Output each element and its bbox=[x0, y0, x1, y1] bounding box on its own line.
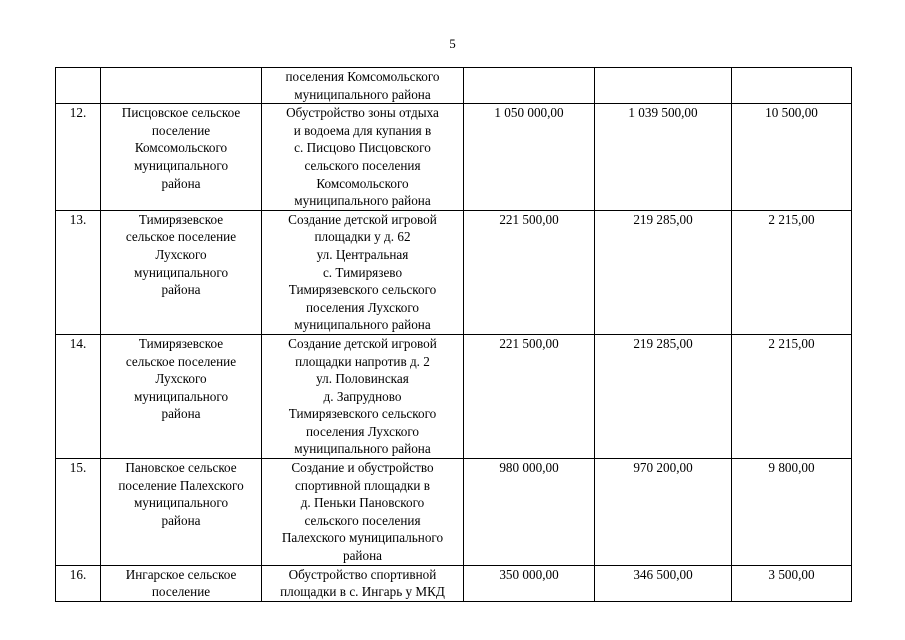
regional-amount-cell: 1 039 500,00 bbox=[595, 104, 732, 211]
total-amount-cell: 350 000,00 bbox=[464, 565, 595, 601]
table-row bbox=[56, 565, 852, 601]
recipient-line: Писцовское сельское bbox=[121, 105, 241, 121]
row-number-cell bbox=[56, 68, 101, 104]
recipient-cell bbox=[101, 459, 262, 566]
purpose-line: муниципального района bbox=[294, 441, 431, 457]
total-amount-cell bbox=[464, 68, 595, 104]
total-amount-cell: 980 000,00 bbox=[464, 459, 595, 566]
recipient-line: сельское поселение bbox=[125, 229, 237, 245]
purpose-line: д. Запрудново bbox=[323, 388, 402, 404]
total-amount-cell: 221 500,00 bbox=[464, 334, 595, 458]
regional-amount-cell: 219 285,00 bbox=[595, 334, 732, 458]
purpose-line: Обустройство спортивной bbox=[288, 566, 437, 582]
purpose-line: ул. Половинская bbox=[316, 371, 409, 387]
purpose-line: Создание детской игровой bbox=[288, 211, 437, 227]
table-row bbox=[56, 104, 852, 211]
recipient-line: Тимирязевское bbox=[138, 211, 224, 227]
table-row bbox=[56, 210, 852, 334]
row-number-cell: 15. bbox=[56, 459, 101, 566]
purpose-line: д. Пеньки Пановского bbox=[300, 495, 425, 511]
recipient-line: поселение bbox=[151, 584, 211, 600]
page-number: 5 bbox=[449, 36, 456, 51]
recipient-cell bbox=[101, 68, 262, 104]
purpose-line: с. Писцово Писцовского bbox=[294, 140, 431, 156]
recipient-line: муниципального bbox=[133, 495, 229, 511]
recipient-line: района bbox=[161, 512, 201, 528]
recipient-line: Лухского bbox=[155, 371, 207, 387]
recipient-cell bbox=[101, 334, 262, 458]
purpose-line: муниципального района bbox=[294, 317, 431, 333]
purpose-line: сельского поселения bbox=[304, 157, 421, 173]
recipient-line: района bbox=[161, 175, 201, 191]
table-row bbox=[56, 459, 852, 566]
table-body bbox=[56, 68, 852, 602]
regional-amount-cell bbox=[595, 68, 732, 104]
recipient-line: Лухского bbox=[155, 246, 207, 262]
local-amount-cell: 10 500,00 bbox=[732, 104, 852, 211]
purpose-line: Палехского муниципального bbox=[281, 530, 444, 546]
recipient-line: района bbox=[161, 282, 201, 298]
row-number-cell: 16. bbox=[56, 565, 101, 601]
purpose-line: площадки у д. 62 bbox=[314, 229, 411, 245]
purpose-line: Создание и обустройство bbox=[291, 460, 434, 476]
regional-amount-cell: 219 285,00 bbox=[595, 210, 732, 334]
purpose-cell bbox=[262, 210, 464, 334]
purpose-line: и водоема для купания в bbox=[293, 122, 432, 138]
recipient-line: Пановское сельское bbox=[125, 460, 237, 476]
local-amount-cell bbox=[732, 68, 852, 104]
local-amount-cell: 3 500,00 bbox=[732, 565, 852, 601]
purpose-cell bbox=[262, 104, 464, 211]
total-amount-cell: 1 050 000,00 bbox=[464, 104, 595, 211]
purpose-line: площадки напротив д. 2 bbox=[295, 353, 430, 369]
purpose-line: Создание детской игровой bbox=[288, 335, 437, 351]
recipient-cell bbox=[101, 104, 262, 211]
recipient-line: Комсомольского bbox=[134, 140, 228, 156]
recipient-line: района bbox=[161, 406, 201, 422]
recipient-cell bbox=[101, 565, 262, 601]
subsidy-table bbox=[55, 67, 852, 602]
recipient-line: сельское поселение bbox=[125, 353, 237, 369]
local-amount-cell: 2 215,00 bbox=[732, 210, 852, 334]
purpose-line: сельского поселения bbox=[304, 512, 421, 528]
total-amount-cell: 221 500,00 bbox=[464, 210, 595, 334]
purpose-line: с. Тимирязево bbox=[322, 264, 403, 280]
purpose-line: спортивной площадки в bbox=[295, 477, 430, 493]
table-row bbox=[56, 68, 852, 104]
purpose-line: Тимирязевского сельского bbox=[288, 406, 437, 422]
recipient-line: муниципального bbox=[133, 157, 229, 173]
purpose-line: муниципального района bbox=[294, 86, 431, 102]
purpose-line: поселения Лухского bbox=[305, 423, 420, 439]
purpose-cell bbox=[262, 334, 464, 458]
row-number-cell: 14. bbox=[56, 334, 101, 458]
recipient-line: поселение Палехского bbox=[118, 477, 244, 493]
recipient-line: поселение bbox=[151, 122, 211, 138]
purpose-line: поселения Комсомольского bbox=[285, 69, 440, 84]
recipient-cell bbox=[101, 210, 262, 334]
table-row bbox=[56, 334, 852, 458]
recipient-line: Тимирязевское bbox=[138, 335, 224, 351]
purpose-line: ул. Центральная bbox=[316, 246, 409, 262]
regional-amount-cell: 970 200,00 bbox=[595, 459, 732, 566]
purpose-cell bbox=[262, 565, 464, 601]
purpose-line: района bbox=[342, 548, 382, 564]
recipient-line: муниципального bbox=[133, 264, 229, 280]
purpose-line: Комсомольского bbox=[316, 175, 409, 191]
purpose-cell bbox=[262, 459, 464, 566]
purpose-line: муниципального района bbox=[294, 193, 431, 209]
purpose-line: площадки в с. Ингарь у МКД bbox=[280, 584, 445, 600]
purpose-cell bbox=[262, 68, 464, 104]
recipient-line: Ингарское сельское bbox=[125, 566, 237, 582]
regional-amount-cell: 346 500,00 bbox=[595, 565, 732, 601]
purpose-line: Тимирязевского сельского bbox=[288, 282, 437, 298]
local-amount-cell: 9 800,00 bbox=[732, 459, 852, 566]
recipient-line: муниципального bbox=[133, 388, 229, 404]
purpose-line: поселения Лухского bbox=[305, 299, 420, 315]
row-number-cell: 12. bbox=[56, 104, 101, 211]
row-number-cell: 13. bbox=[56, 210, 101, 334]
purpose-line: Обустройство зоны отдыха bbox=[286, 105, 439, 121]
local-amount-cell: 2 215,00 bbox=[732, 334, 852, 458]
